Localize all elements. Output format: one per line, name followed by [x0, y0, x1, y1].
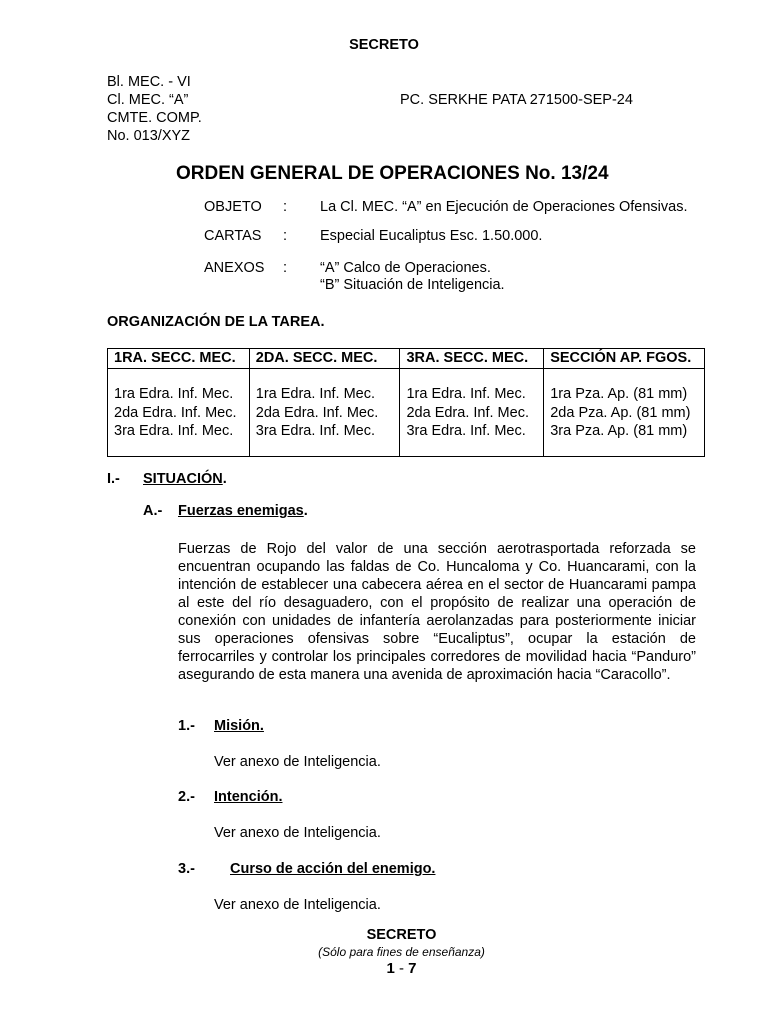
header-line: Cl. MEC. “A” — [107, 92, 189, 108]
org-unit: 1ra Pza. Ap. (81 mm) — [550, 386, 688, 402]
item-title-mision: Misión. — [214, 718, 264, 734]
item-number: 3.- — [178, 861, 195, 877]
page-current: 1 — [386, 960, 395, 977]
meta-objeto-value: La Cl. MEC. “A” en Ejecución de Operaciones Ofensivas. — [320, 199, 688, 215]
header-line: CMTE. COMP. — [107, 110, 202, 126]
page-separator: - — [394, 960, 409, 977]
item-text: Ver anexo de Inteligencia. — [214, 825, 381, 841]
subsection-title-trail: . — [303, 503, 308, 519]
item-text: Ver anexo de Inteligencia. — [214, 754, 381, 770]
section-heading — [143, 471, 227, 487]
org-heading: ORGANIZACIÓN DE LA TAREA. — [107, 314, 325, 330]
org-table-row — [108, 369, 705, 457]
document-title: ORDEN GENERAL DE OPERACIONES No. 13/24 — [176, 163, 609, 184]
org-table-header: 1RA. SECC. MEC. — [108, 349, 250, 369]
org-unit: 1ra Edra. Inf. Mec. — [114, 386, 234, 402]
header-command-post: PC. SERKHE PATA 271500-SEP-24 — [400, 92, 633, 108]
page-number — [0, 960, 768, 977]
subsection-title: Fuerzas enemigas — [178, 503, 304, 519]
org-table-header-row — [108, 349, 705, 369]
header-line: No. 013/XYZ — [107, 128, 191, 144]
org-unit: 2da Edra. Inf. Mec. — [114, 404, 237, 421]
header-unit-block — [107, 73, 202, 145]
org-unit: 3ra Edra. Inf. Mec. — [255, 423, 376, 439]
page-total: 7 — [408, 960, 417, 977]
subsection-heading — [178, 503, 308, 519]
item-number: 1.- — [178, 718, 195, 734]
org-unit: 2da Edra. Inf. Mec. — [406, 404, 529, 421]
org-unit: 2da Edra. Inf. Mec. — [255, 404, 379, 421]
org-unit: 2da Pza. Ap. (81 mm) — [550, 404, 691, 421]
org-table-header: SECCIÓN AP. FGOS. — [544, 349, 705, 369]
org-unit: 1ra Edra. Inf. Mec. — [406, 386, 526, 402]
org-table-cell — [400, 369, 544, 457]
org-table — [107, 348, 705, 457]
section-number: I.- — [107, 471, 120, 487]
header-line: Bl. MEC. - VI — [107, 74, 191, 90]
meta-anexos-value-a: “A” Calco de Operaciones. — [320, 260, 491, 276]
item-title-intencion: Intención. — [214, 789, 283, 805]
org-table-header: 2DA. SECC. MEC. — [249, 349, 400, 369]
org-table-cell — [108, 369, 250, 457]
meta-cartas-label: CARTAS — [204, 228, 262, 244]
meta-anexos-label: ANEXOS — [204, 260, 265, 276]
meta-objeto-label: OBJETO — [204, 199, 262, 215]
footer-note: (Sólo para fines de enseñanza) — [318, 945, 485, 959]
meta-anexos-sep: : — [283, 260, 288, 276]
classification-top: SECRETO — [349, 37, 419, 53]
org-table-header: 3RA. SECC. MEC. — [400, 349, 544, 369]
org-table-cell — [249, 369, 400, 457]
item-text: Ver anexo de Inteligencia. — [214, 897, 381, 913]
subsection-number: A.- — [143, 503, 163, 519]
org-table-cell — [544, 369, 705, 457]
enemy-forces-paragraph: Fuerzas de Rojo del valor de una sección aerotrasportada reforzada se encuentran ocupando las faldas de Co. Huncaloma y Co. Huancarami, con la intención de establecer una cabecera aérea en el sector de Huancarami pampa al este del río desaguadero, con el propósito de realizar una operación de conexión con unidades de infantería aerolanzadas para posteriormente iniciar sus operaciones ofensivas sobre “Eucaliptus”, ocupar la estación de ferrocarriles y controlar los principales corredores de movilidad hacia “Panduro” asegurando de esta manera una avenida de aproximación hacia “Caracollo”. — [178, 541, 696, 683]
meta-anexos-value-b: “B” Situación de Inteligencia. — [320, 277, 505, 293]
org-unit: 3ra Edra. Inf. Mec. — [406, 423, 526, 439]
org-unit: 3ra Pza. Ap. (81 mm) — [550, 423, 688, 439]
meta-cartas-value: Especial Eucaliptus Esc. 1.50.000. — [320, 228, 543, 244]
org-unit: 3ra Edra. Inf. Mec. — [114, 423, 234, 439]
meta-objeto-sep: : — [283, 199, 288, 215]
section-title: SITUACIÓN — [143, 471, 223, 487]
section-title-trail: . — [222, 471, 227, 487]
org-unit: 1ra Edra. Inf. Mec. — [255, 386, 376, 402]
classification-bottom: SECRETO — [366, 927, 437, 943]
item-number: 2.- — [178, 789, 195, 805]
item-title-curso-accion: Curso de acción del enemigo. — [230, 861, 436, 877]
meta-cartas-sep: : — [283, 228, 288, 244]
